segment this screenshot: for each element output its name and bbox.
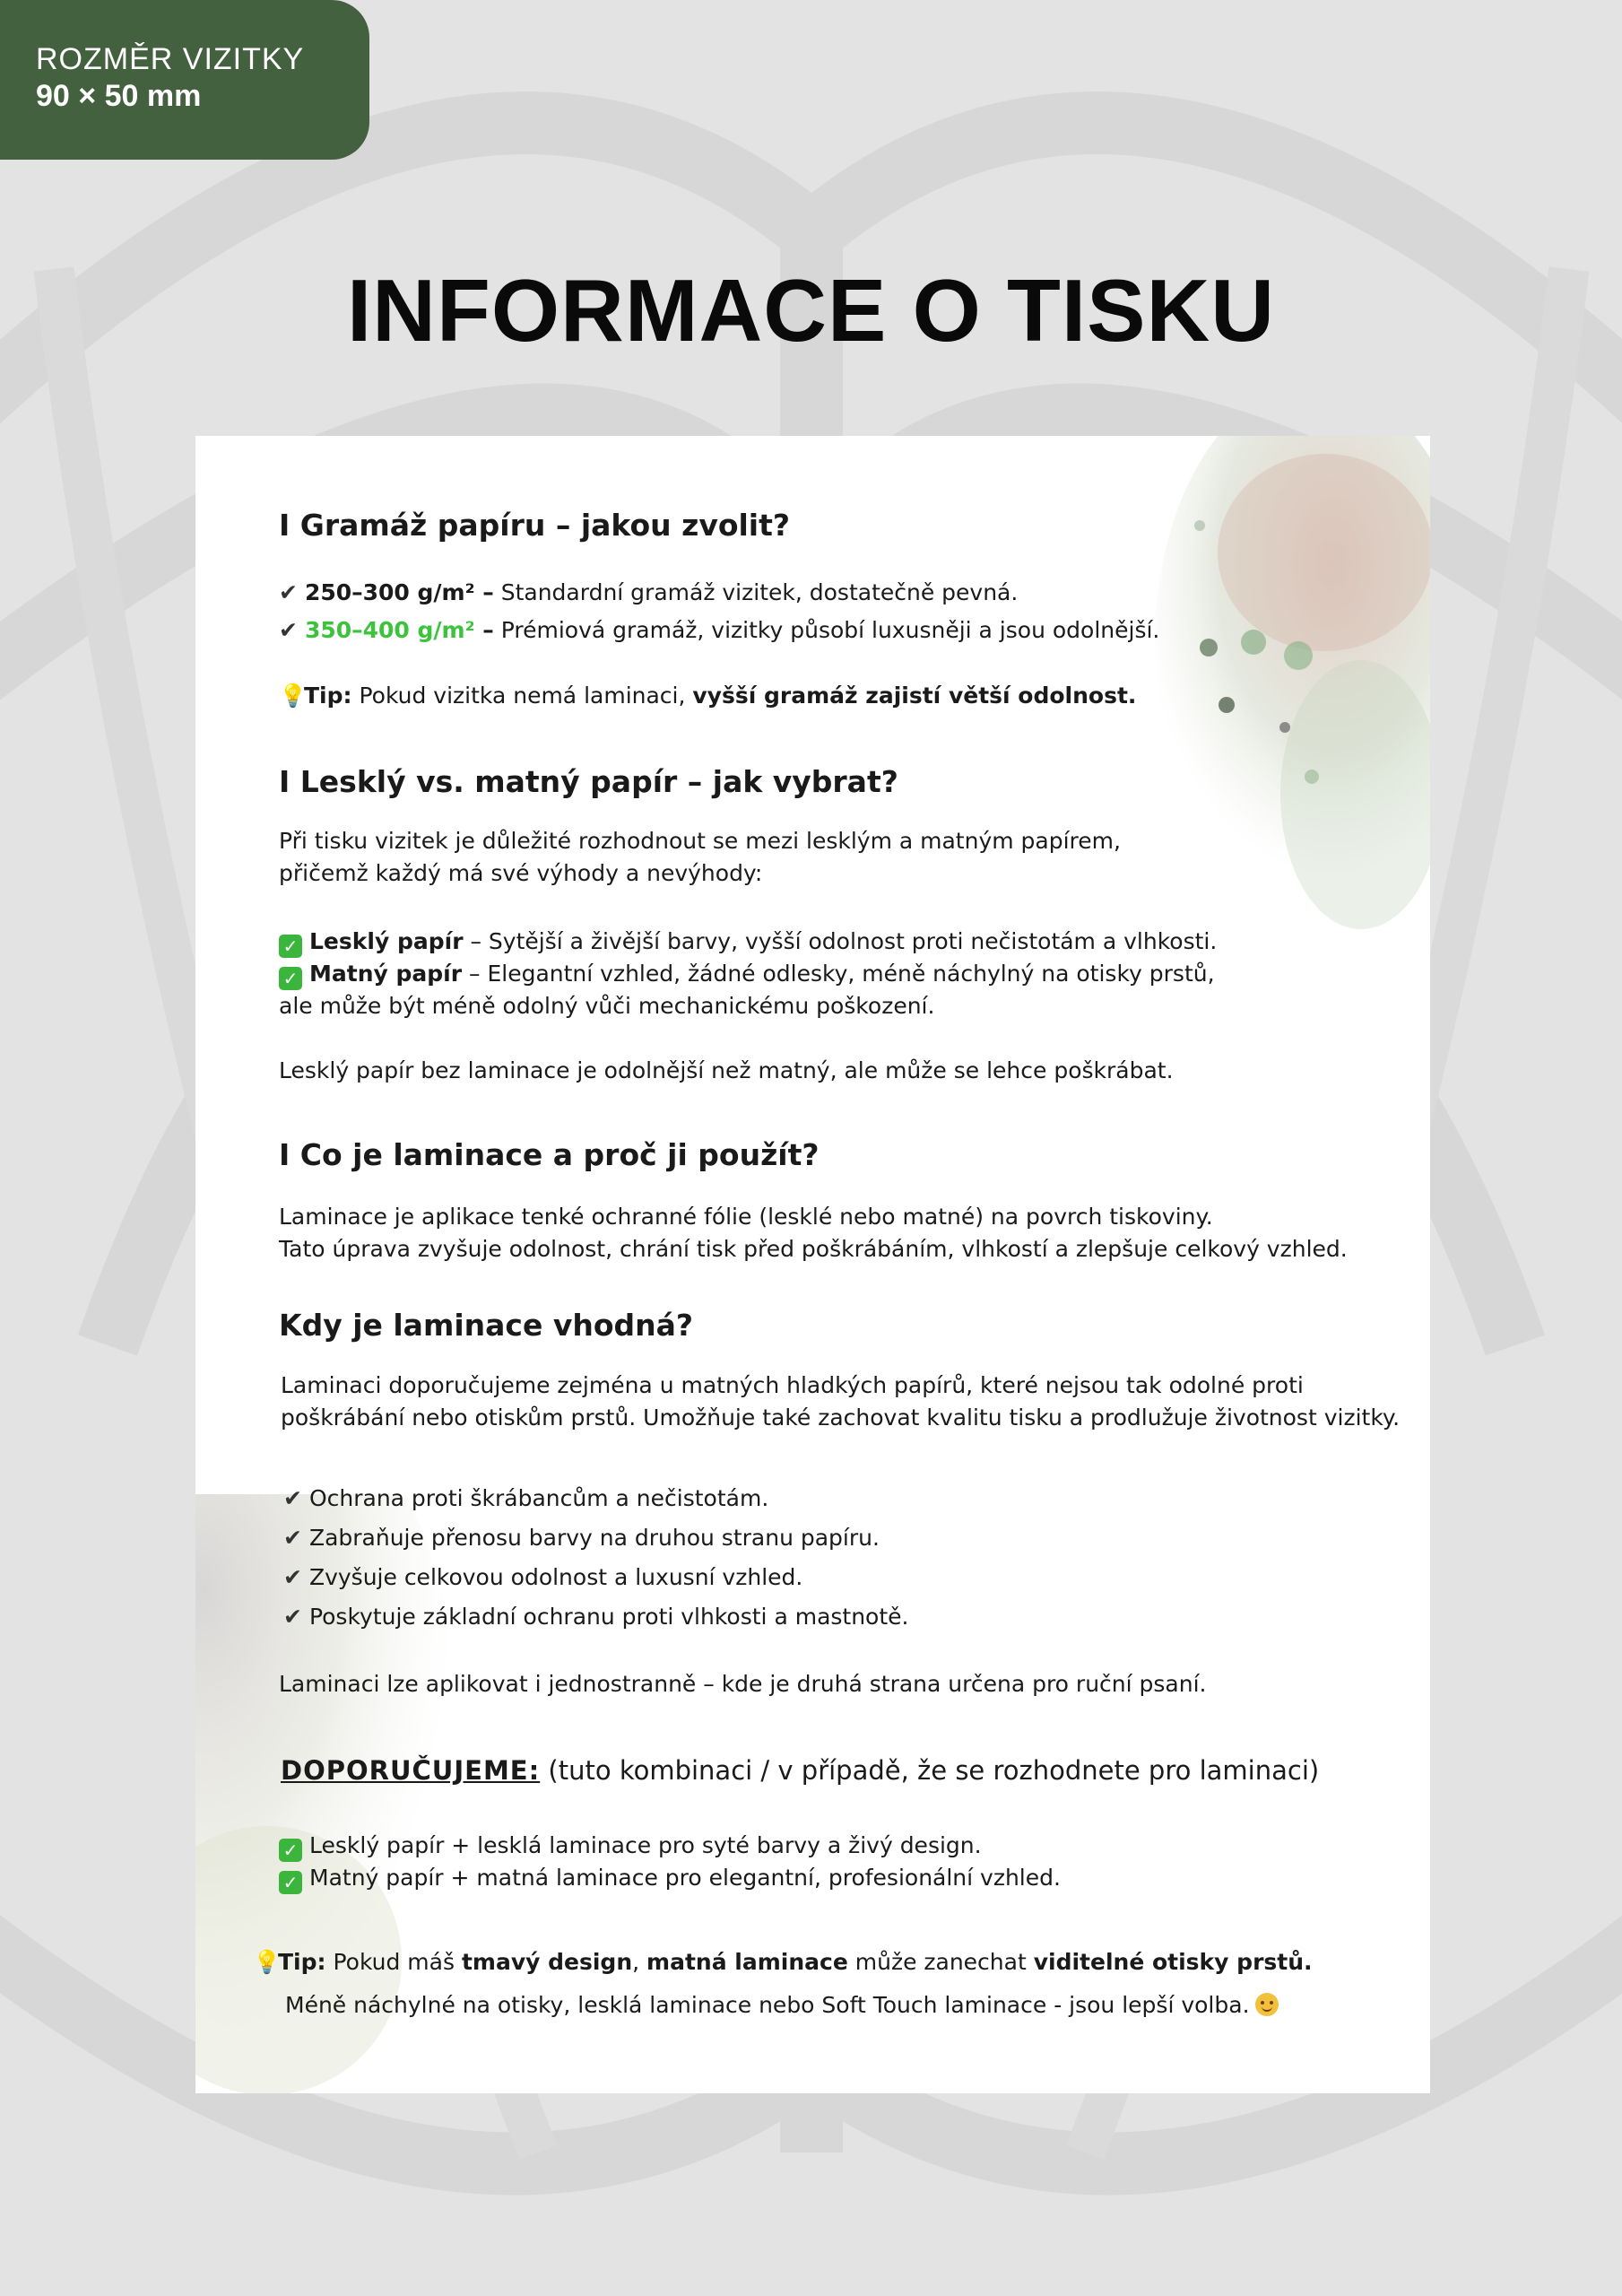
checkmark-icon: ✔ <box>279 579 298 605</box>
item-dash: – <box>474 617 494 643</box>
paragraph: Lesklý papír bez laminace je odolnější než matný, ale může se lehce poškrábat. <box>279 1057 1174 1083</box>
tip-label: Tip: <box>278 1949 326 1975</box>
item-text: Prémiová gramáž, vizitky působí luxusněji a jsou odolnější. <box>493 617 1160 643</box>
check-box-icon: ✓ <box>279 1839 302 1862</box>
item-text: Lesklý papír + lesklá laminace pro syté barvy a živý design. <box>309 1832 982 1858</box>
item-bold: Lesklý papír <box>309 928 464 954</box>
list-item <box>283 1483 768 1515</box>
list-item <box>279 1830 982 1862</box>
item-text: Ochrana proti škrábancům a nečistotám. <box>308 1485 769 1511</box>
tip-bold: vyšší gramáž zajistí větší odolnost. <box>692 683 1137 709</box>
item-bold: Matný papír <box>309 961 463 987</box>
list-item <box>279 958 1215 990</box>
tip-label: Tip: <box>304 683 352 709</box>
tip-second-line <box>285 1989 1279 2022</box>
item-bold: 250–300 g/m² – <box>304 579 494 605</box>
tip-paper-weight <box>279 680 1136 712</box>
section-heading-paper-weight: I Gramáž papíru – jakou zvolit? <box>279 508 791 543</box>
recommendation-text: (tuto kombinaci / v případě, že se rozhodnete pro laminaci) <box>540 1755 1320 1786</box>
lightbulb-icon: 💡 <box>279 683 308 709</box>
tip-text: Pokud máš <box>325 1949 462 1975</box>
list-item <box>279 614 1159 647</box>
checkmark-icon: ✔ <box>283 1485 302 1511</box>
info-card <box>195 436 1430 2093</box>
check-box-icon: ✓ <box>279 967 302 990</box>
item-text: – Sytější a živější barvy, vyšší odolnost proti nečistotám a vlhkosti. <box>463 928 1218 954</box>
checkmark-icon: ✔ <box>283 1604 302 1630</box>
section-heading-lamination: I Co je laminace a proč ji použít? <box>279 1137 820 1172</box>
tip-bold: viditelné otisky prstů. <box>1033 1949 1313 1975</box>
item-text: Zabraňuje přenosu barvy na druhou stranu papíru. <box>308 1525 880 1551</box>
list-item <box>283 1601 908 1633</box>
paragraph: Laminaci doporučujeme zejména u matných hladkých papírů, které nejsou tak odolné proti <box>281 1372 1304 1398</box>
tip-text: , <box>632 1949 647 1975</box>
tip-text: může zanechat <box>847 1949 1034 1975</box>
lightbulb-icon: 💡 <box>253 1949 282 1975</box>
check-box-icon: ✓ <box>279 935 302 958</box>
tip-bold: tmavý design <box>461 1949 633 1975</box>
list-item <box>279 577 1018 609</box>
paragraph: poškrábání nebo otiskům prstů. Umožňuje také zachovat kvalitu tisku a prodlužuje životnost vizitky. <box>281 1405 1401 1431</box>
list-item <box>279 1862 1061 1894</box>
item-text: Standardní gramáž vizitek, dostatečně pevná. <box>493 579 1019 605</box>
badge-label: ROZMĚR VIZITKY <box>36 42 305 76</box>
paragraph: ale může být méně odolný vůči mechanickému poškození. <box>279 993 935 1019</box>
recommendation-label: DOPORUČUJEME: <box>281 1755 541 1786</box>
check-box-icon: ✓ <box>279 1871 302 1894</box>
item-text: Matný papír + matná laminace pro elegantní, profesionální vzhled. <box>309 1865 1061 1891</box>
page-title: INFORMACE O TISKU <box>346 261 1276 360</box>
checkmark-icon: ✔ <box>283 1525 302 1551</box>
tip-text: Pokud vizitka nemá laminaci, <box>351 683 693 709</box>
section-heading-when-lamination: Kdy je laminace vhodná? <box>279 1308 694 1343</box>
tip-bold: matná laminace <box>646 1949 848 1975</box>
list-item <box>279 926 1217 958</box>
recommendation-line <box>281 1752 1319 1788</box>
badge-size: 90 × 50 mm <box>36 79 202 113</box>
paragraph: Při tisku vizitek je důležité rozhodnout se mezi lesklým a matným papírem, <box>279 828 1121 854</box>
paragraph: Laminaci lze aplikovat i jednostranně – kde je druhá strana určena pro ruční psaní. <box>279 1671 1207 1697</box>
item-text: Poskytuje základní ochranu proti vlhkosti a mastnotě. <box>308 1604 909 1630</box>
paragraph: Tato úprava zvyšuje odolnost, chrání tisk před poškrábáním, vlhkostí a zlepšuje celkový vzhled. <box>279 1236 1348 1262</box>
item-text: – Elegantní vzhled, žádné odlesky, méně náchylný na otisky prstů, <box>462 961 1215 987</box>
section-heading-gloss-vs-matte: I Lesklý vs. matný papír – jak vybrat? <box>279 764 898 799</box>
smile-emoji-icon <box>1255 1993 1279 2016</box>
item-text: Zvyšuje celkovou odolnost a luxusní vzhled. <box>308 1564 803 1590</box>
list-item <box>283 1522 880 1554</box>
list-item <box>283 1561 802 1594</box>
card-content <box>195 436 1430 2093</box>
paragraph: přičemž každý má své výhody a nevýhody: <box>279 860 763 886</box>
checkmark-icon: ✔ <box>283 1564 302 1590</box>
item-green: 350–400 g/m² <box>304 617 475 643</box>
checkmark-icon: ✔ <box>279 617 298 643</box>
paragraph: Laminace je aplikace tenké ochranné fólie (lesklé nebo matné) na povrch tiskoviny. <box>279 1204 1213 1230</box>
tip-dark-design <box>253 1946 1313 1979</box>
card-size-badge <box>0 0 369 160</box>
tip-text: Méně náchylné na otisky, lesklá laminace nebo Soft Touch laminace - jsou lepší volba. <box>285 1992 1250 2018</box>
